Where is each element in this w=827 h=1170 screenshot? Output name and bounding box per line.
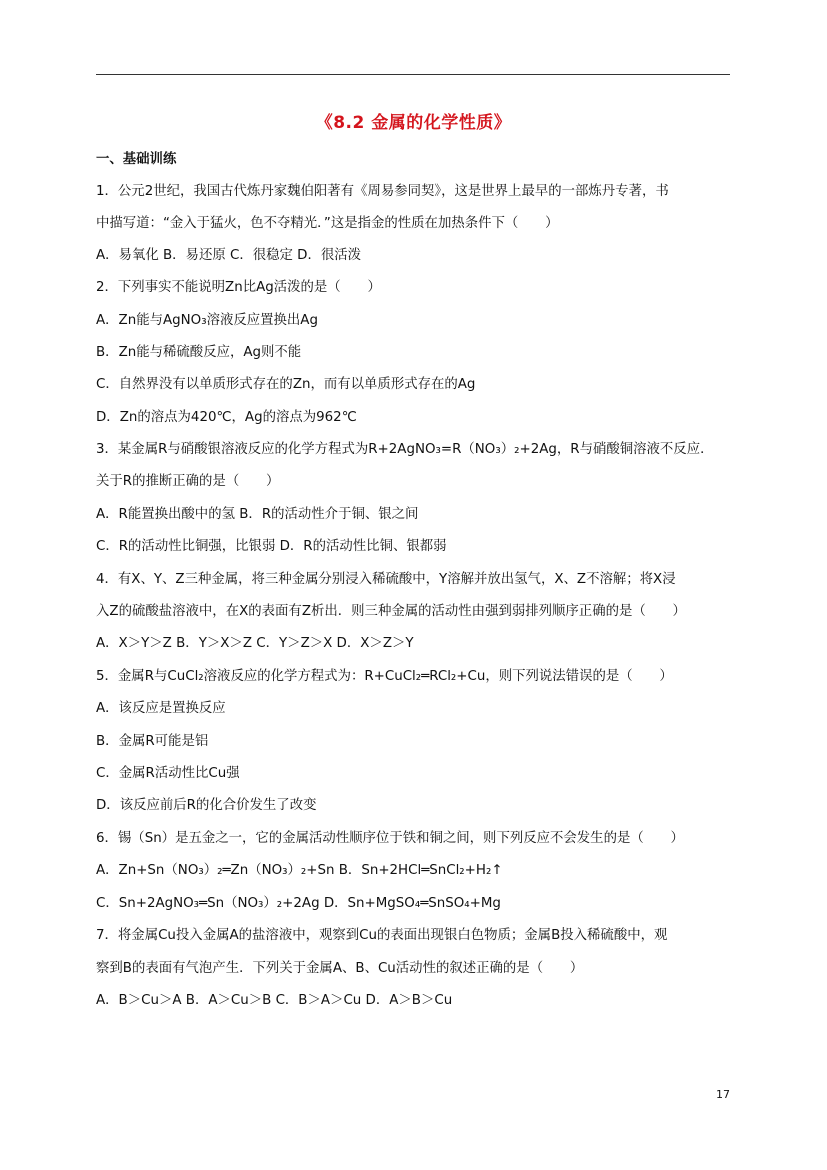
text-line: A．Zn能与AgNO₃溶液反应置换出Ag bbox=[96, 313, 318, 328]
text-line: 关于R的推断正确的是（ ） bbox=[96, 474, 280, 489]
text-line: 3．某金属R与硝酸银溶液反应的化学方程式为R+2AgNO₃=R（NO₃）₂+2Ag，R与硝酸铜溶液不反应． bbox=[96, 442, 714, 457]
text-line: A．R能置换出酸中的氢 B．R的活动性介于铜、银之间 bbox=[96, 507, 419, 522]
page-number: 17 bbox=[716, 1088, 730, 1101]
text-line: 察到B的表面有气泡产生．下列关于金属A、B、Cu活动性的叙述正确的是（ ） bbox=[96, 961, 584, 976]
text-line: A．Zn+Sn（NO₃）₂═Zn（NO₃）₂+Sn B．Sn+2HCl═SnCl₂+H₂↑ bbox=[96, 863, 503, 878]
text-line: 2．下列事实不能说明Zn比Ag活泼的是（ ） bbox=[96, 280, 381, 295]
text-line: 4．有X、Y、Z三种金属，将三种金属分别浸入稀硫酸中，Y溶解并放出氢气，X、Z不溶解；将X浸 bbox=[96, 572, 676, 587]
text-line: 1．公元2世纪，我国古代炼丹家魏伯阳著有《周易参同契》，这是世界上最早的一部炼丹专著，书 bbox=[96, 184, 669, 199]
text-line: 入Z的硫酸盐溶液中，在X的表面有Z析出．则三种金属的活动性由强到弱排列顺序正确的是（ ） bbox=[96, 604, 686, 619]
text-line: 7．将金属Cu投入金属A的盐溶液中，观察到Cu的表面出现银白色物质；金属B投入稀硫酸中，观 bbox=[96, 928, 668, 943]
text-line: C．Sn+2AgNO₃═Sn（NO₃）₂+2Ag D．Sn+MgSO₄═SnSO₄+Mg bbox=[96, 896, 501, 911]
header-rule bbox=[96, 74, 730, 75]
text-line: 5．金属R与CuCl₂溶液反应的化学方程式为：R+CuCl₂═RCl₂+Cu，则下列说法错误的是（ ） bbox=[96, 669, 673, 684]
text-line: B．Zn能与稀硫酸反应，Ag则不能 bbox=[96, 345, 302, 360]
text-line: 6．锡（Sn）是五金之一，它的金属活动性顺序位于铁和铜之间，则下列反应不会发生的是（ ） bbox=[96, 831, 684, 846]
text-line: B．金属R可能是铝 bbox=[96, 734, 209, 749]
text-line: C．金属R活动性比Cu强 bbox=[96, 766, 240, 781]
text-line: 中描写道：“金入于猛火，色不夺精光．”这是指金的性质在加热条件下（ ） bbox=[96, 216, 559, 231]
text-line: A．X＞Y＞Z B．Y＞X＞Z C．Y＞Z＞X D．X＞Z＞Y bbox=[96, 636, 414, 651]
page-title: 《8.2 金属的化学性质》 bbox=[315, 113, 512, 133]
text-line: A．该反应是置换反应 bbox=[96, 701, 226, 716]
section-heading: 一、基础训练 bbox=[96, 152, 177, 167]
text-line: D．该反应前后R的化合价发生了改变 bbox=[96, 798, 317, 813]
text-line: D．Zn的溶点为420℃，Ag的溶点为962℃ bbox=[96, 410, 357, 425]
text-line: A．B＞Cu＞A B．A＞Cu＞B C．B＞A＞Cu D．A＞B＞Cu bbox=[96, 993, 453, 1008]
text-line: C．自然界没有以单质形式存在的Zn，而有以单质形式存在的Ag bbox=[96, 377, 476, 392]
text-line: A．易氧化 B．易还原 C．很稳定 D．很活泼 bbox=[96, 248, 362, 263]
text-line: C．R的活动性比铜强，比银弱 D．R的活动性比铜、银都弱 bbox=[96, 539, 447, 554]
